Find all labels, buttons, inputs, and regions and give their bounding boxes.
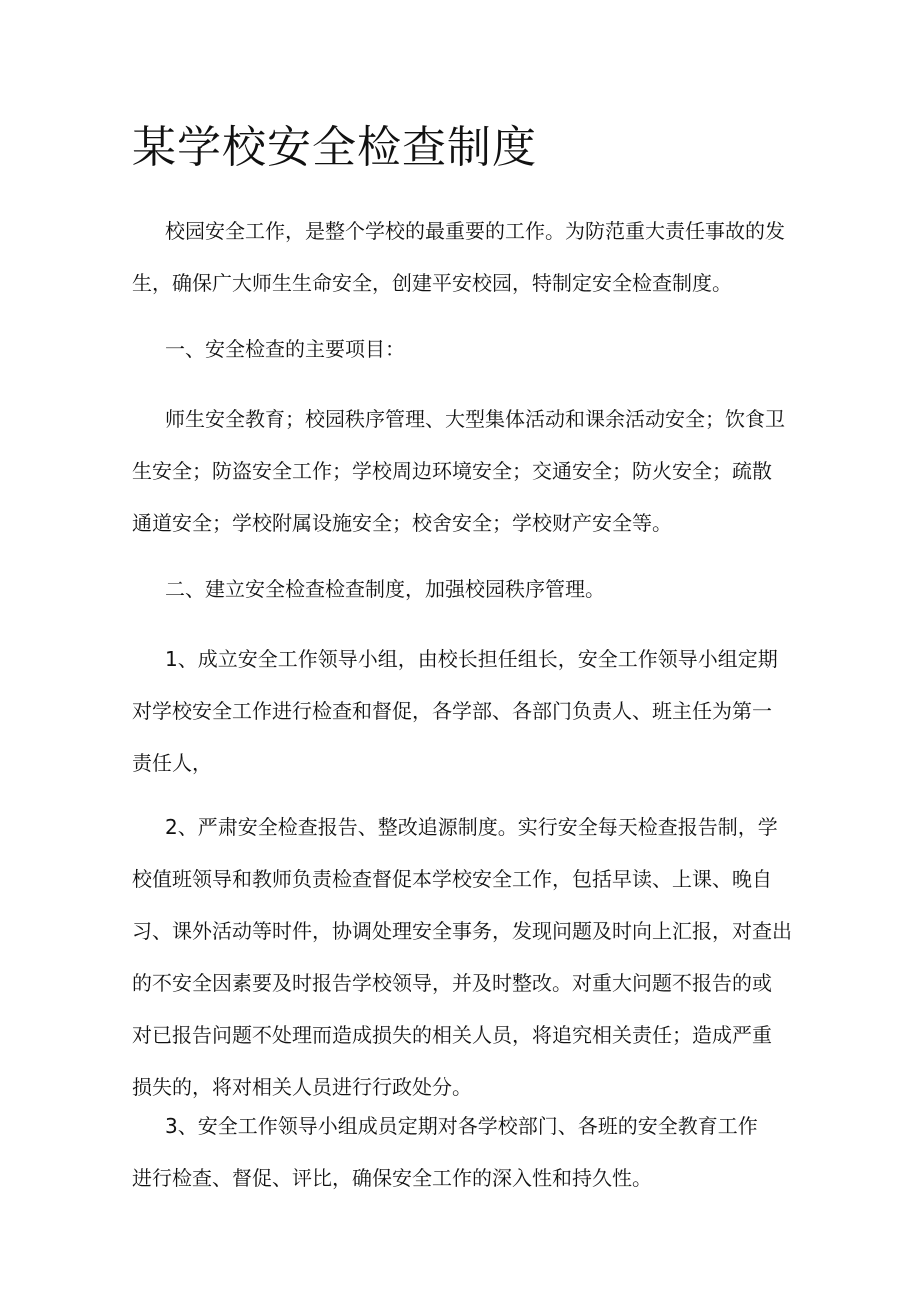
text-line: 的不安全因素要及时报告学校领导，并及时整改。对重大问题不报告的或 [132,971,772,995]
section-heading-2: 二、建立安全检查检查制度，加强校园秩序管理。 [165,577,605,601]
item-2-paragraph [132,801,792,1113]
text-line: 对已报告问题不处理而造成损失的相关人员，将追究相关责任；造成严重 [132,1023,772,1047]
item-3-paragraph [132,1100,792,1204]
text-line: 生安全；防盗安全工作；学校周边环境安全；交通安全；防火安全；疏散 [132,459,772,483]
text-line: 对学校安全工作进行检查和督促，各学部、各部门负责人、班主任为第一 [132,699,772,723]
section-heading-1: 一、安全检查的主要项目： [165,337,405,361]
text-line: 生，确保广大师生生命安全，创建平安校园，特制定安全检查制度。 [132,271,732,295]
text-line: 2、严肃安全检查报告、整改追源制度。实行安全每天检查报告制，学 [165,815,778,839]
text-line: 校值班领导和教师负责检查督促本学校安全工作，包括早读、上课、晚自 [132,867,772,891]
text-line: 师生安全教育；校园秩序管理、大型集体活动和课余活动安全；饮食卫 [165,407,785,431]
intro-paragraph [132,205,792,309]
text-line: 损失的，将对相关人员进行行政处分。 [132,1075,472,1099]
document-title: 某学校安全检查制度 [132,122,537,173]
section-1-body [132,393,792,549]
text-line: 责任人， [132,751,212,775]
text-line: 校园安全工作，是整个学校的最重要的工作。为防范重大责任事故的发 [165,219,785,243]
text-line: 1、成立安全工作领导小组，由校长担任组长，安全工作领导小组定期 [165,647,778,671]
text-line: 3、安全工作领导小组成员定期对各学校部门、各班的安全教育工作 [165,1114,758,1138]
text-line: 进行检查、督促、评比，确保安全工作的深入性和持久性。 [132,1166,652,1190]
text-line: 习、课外活动等时件，协调处理安全事务，发现问题及时向上汇报，对查出 [132,919,792,943]
text-line: 通道安全；学校附属设施安全；校舍安全；学校财产安全等。 [132,511,672,535]
item-1-paragraph [132,633,792,789]
